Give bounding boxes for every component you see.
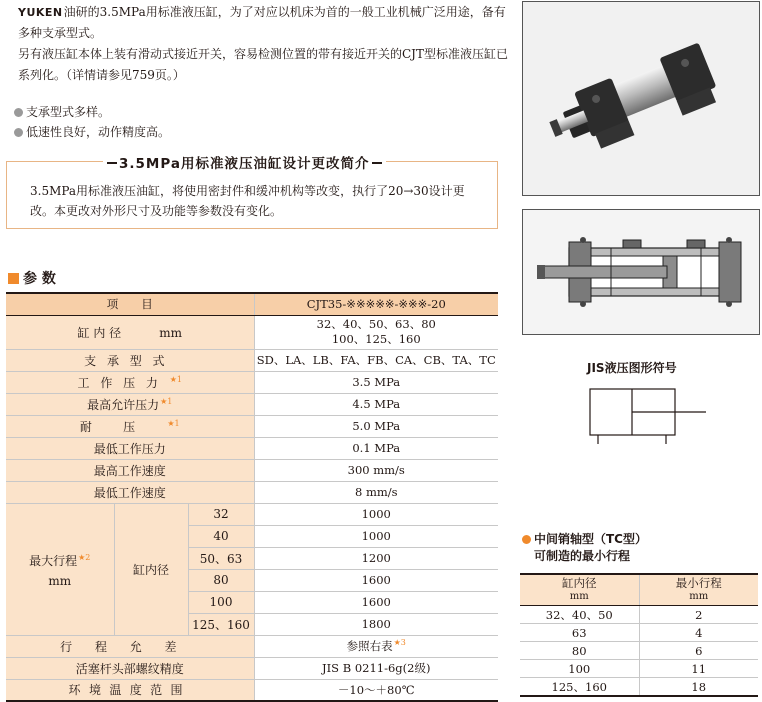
table-row: 125、160 1800 xyxy=(6,613,498,635)
table-row: 63 4 xyxy=(520,624,758,642)
yuken-logo: YUKEN xyxy=(18,6,63,19)
table-row: 125、160 18 xyxy=(520,678,758,697)
jis-hydraulic-symbol-icon xyxy=(584,386,710,446)
table-row: 最低工作压力 0.1 MPa xyxy=(6,437,498,459)
bullet-icon xyxy=(522,535,531,544)
header-model: CJT35-※※※※※-※※※-20 xyxy=(254,293,498,315)
intro-paragraph-2: 另有液压缸本体上装有滑动式接近开关，容易检测位置的带有接近开关的CJT型标准液压缸已系列化。（详情请参见759页。） xyxy=(18,47,508,82)
notice-body: 3.5MPa用标准液压油缸，将使用密封件和缓冲机构等改变，执行了20→30设计更改。本更改对外形尺寸及功能等参数没有变化。 xyxy=(30,184,465,218)
table-header-row: 缸内径 mm 最小行程 mm xyxy=(520,574,758,606)
table-row: 支承型式 SD、LA、LB、FA、FB、CA、CB、TA、TC xyxy=(6,349,498,371)
cylinder-photo xyxy=(522,1,760,196)
table-row: 最高工作速度 300 mm/s xyxy=(6,459,498,481)
feature-item: 支承型式多样。 xyxy=(14,102,170,122)
table-row: 环境温度范围 －10～＋80℃ xyxy=(6,679,498,701)
table-row: 最大行程$^{★2}$ mm 缸内径 32 1000 xyxy=(6,503,498,525)
footnote-star-1: ★1 xyxy=(167,418,180,428)
square-bullet-icon xyxy=(8,273,19,284)
cylinder-photo-icon xyxy=(523,2,759,195)
table-row xyxy=(6,315,498,349)
table-row: 工作压力$^{★1}$ 3.5 MPa xyxy=(6,371,498,393)
table-row: 耐压$^{★1}$ 5.0 MPa xyxy=(6,415,498,437)
spec-table xyxy=(6,292,498,702)
stroke-bore-label: 缸内径 xyxy=(114,503,188,635)
max-stroke-label: 最大行程$^{★2}$ mm xyxy=(6,503,114,635)
section-drawing-icon xyxy=(523,210,759,334)
params-heading: 参 数 xyxy=(8,268,56,288)
table-row: 50、63 1200 xyxy=(6,547,498,569)
bullet-icon xyxy=(14,128,23,137)
table-row: 100 1600 xyxy=(6,591,498,613)
footnote-star-1: ★1 xyxy=(160,396,173,406)
intro-paragraph-1: YUKEN油研的3.5MPa用标准液压缸，为了对应以机床为首的一般工业机械广泛用途，备有多种支承型式。 xyxy=(18,5,506,40)
table-row: 行程允差 参照右表$^{★3}$ xyxy=(6,635,498,657)
jis-symbol-title: JIS液压图形符号 xyxy=(587,361,677,375)
notice-title: 3.5MPa用标准液压油缸设计更改简介 xyxy=(103,152,386,172)
cylinder-section-drawing xyxy=(522,209,760,335)
table-header-row xyxy=(6,293,498,315)
table-row: 最高允许压力$^{★1}$ 4.5 MPa xyxy=(6,393,498,415)
table-row: 100 11 xyxy=(520,660,758,678)
intro-text xyxy=(18,2,513,86)
tc-min-stroke-table xyxy=(520,573,758,697)
bullet-icon xyxy=(14,108,23,117)
table-row: 活塞杆头部螺纹精度 JIS B 0211-6g(2级) xyxy=(6,657,498,679)
table-row: 最低工作速度 8 mm/s xyxy=(6,481,498,503)
footnote-star-1: ★1 xyxy=(169,374,182,384)
table-row: 80 6 xyxy=(520,642,758,660)
table-row: 80 1600 xyxy=(6,569,498,591)
table-row: 40 1000 xyxy=(6,525,498,547)
feature-list xyxy=(14,102,170,142)
header-item: 项 目 xyxy=(6,293,254,315)
tc-section-title: 中间销轴型（TC型） 可制造的最小行程 xyxy=(522,531,647,565)
table-row: 32、40、50 2 xyxy=(520,606,758,624)
feature-item: 低速性良好，动作精度高。 xyxy=(14,122,170,142)
footnote-star-3: ★3 xyxy=(393,638,406,647)
bore-values: 32、40、50、63、80 100、125、160 xyxy=(254,315,498,349)
bore-label: 缸 内 径 mm xyxy=(6,315,254,349)
